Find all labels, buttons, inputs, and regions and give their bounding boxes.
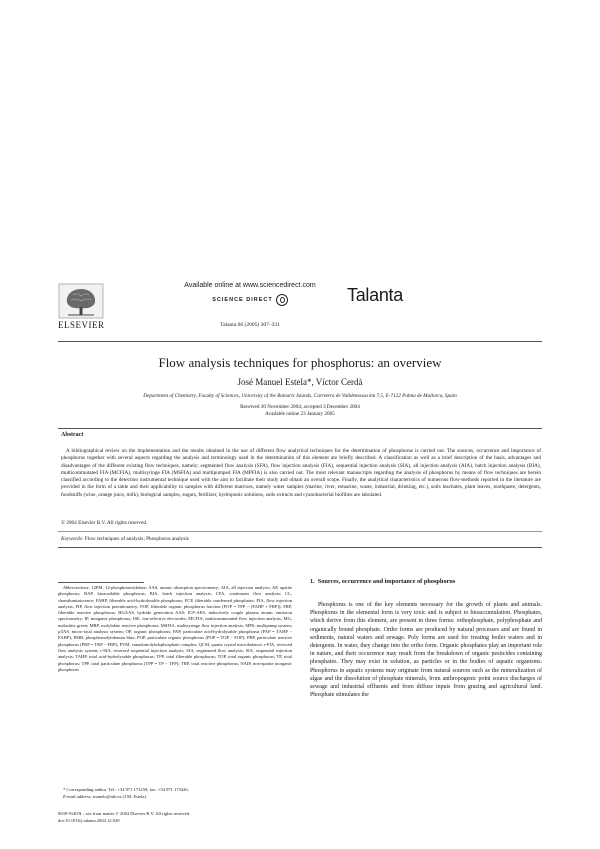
paper-title: Flow analysis techniques for phosphorus: an overview (158, 355, 442, 370)
email-footnote (58, 794, 292, 800)
sciencedirect-logo-text: SCIENCE DIRECT (212, 297, 273, 303)
abbreviations-footnote (58, 585, 292, 673)
abstract-text: A bibliographical review on the implementation and the results obtained in the use of different flow analytical techniques for the determination of phosphorus is carried out. The sources, occurrence and importance of phosphorus together with several aspects regarding the analysis and terminology used in the determination of this element are briefly described. A classification as well as a brief description of the basis, advantages and disadvantages of the different existing flow techniques, namely; segmented flow analysis (SFA), flow injection analysis (FIA), sequential injection analysis (SIA), all injection analysis (AIA), batch injection analysis (BIA), multicommutated FIA (MCFIA), multisyringe FIA (MSFIA) and multipumped FIA (MPFIA) is also carried out. The most relevant manuscripts regarding the analysis of phosphorus by means of flow techniques are herein classified according to the detection instrumental technique used with the aim to facilitate their study and obtain an overall scope. Finally, the analytical characteristics of numerous flow-methods reported in the literature are provided in the form of a table and their applicability to samples with different matrixes, namely water samples (marine, river, estuarine, waste, industrial, drinking, etc.), soils leachates, plant leaves, toothpaste, detergents, foodstuffs (wine, orange juice, milk), biological samples, sugars, fertilizer, hydroponic solutions, soils extracts and cyanobacterial biofilms are tabulated. (61, 448, 541, 498)
publisher-name: ELSEVIER (58, 320, 105, 330)
abbreviations-text: 12PM, 12-phosphomolybdate; AAS, atomic absorption spectrometry; AIA, all injection analysis; AP, apatite phosphorus; BAP, bioavailable phosphorus; BIA, batch injection analysis; CFA, continuous flow analysis; CL, chemiluminiscence; FAHP, filterable acid-hydrolysable phosphorus; FCP, filterable condensed phosphates; FIA, flow injection analysis; FIP, flow injection potentiometry; FOP, filterable organic phosphorus fraction (FOP = TFP − (FAHP + FRP)); FRP, filterable reactive phosphorus; HGAAS, hydride generation AAS; ICP-AES, inductively couple plasma atomic emission spectrometry; IP, inorganic phosphorus; ISE, ion-selective electrodes; MCFIA, multicommutated flow injection analysis; MG, malachite green; MRP, molybdate reactive phosphorus; MSFIA, multisyringe flow injection analysis; MPS, multipump system; µTAS, micro-total analysis system; OP, organic phosphorus; PAP, particulate acid-hydrolysable phosphorus (PAP = TAHP − FAHP); PMB, phosphomolybdenum blue; POP, particulate organic phosphorus (POP = TOP − FOP); PRP, particulate reactive phosphorus (PRP = TRP − FRP); PVM, vanadomolybdophosphate complex; QCM, quartz crystal microbalance; r-FIA, reversed flow analysis system; r-SIA, reversed sequential injection analysis; SIA, segmented flow analysis; SIA, sequential injection analysis; TAHP, total acid-hydrolysable phosphorus; TFP, total filterable phosphorus; TOP, total organic phosphorus; TP, total phosphorus; TPP, total particulate phosphorus (TPP = TP − TFP); TRP, total reactive phosphorus; NAIP, non-apatite inorganic phosphorus (58, 585, 292, 672)
doi[interactable]: doi:10.1016/j.talanta.2004.12.029 (58, 818, 120, 823)
abstract-bottom-divider (58, 547, 542, 548)
keywords (61, 536, 189, 542)
abstract-top-divider (58, 428, 542, 429)
section-heading (310, 578, 542, 587)
copyright-notice: © 2004 Elsevier B.V. All rights reserved. (61, 520, 148, 526)
sciencedirect-logo (150, 294, 350, 306)
keywords-label: Keywords: (61, 536, 84, 542)
available-online-date: Available online 23 January 2005 (265, 411, 335, 417)
section-body-text: Phosphorus is one of the key elements necessary for the growth of plants and animals. Phosphorus in the elemental form is very toxic and is subject to bioaccumulation. Phosphates, which derive from this element, are present in three forms: orthophosphate, polyphosphate and organically bound phosphate. Ortho forms are produced by natural processes and are found in sediments, natural waters and sewage. Poly forms are used for treating boiler waters and in detergents. In water, they change into the ortho form. Organic phosphates play an important role in nature, and their occurrence may result from the breakdown of organic pesticides containing phosphates. They may exist in solution, as particles or in the bodies of aquatic organisms. Phosphorus in aquatic systems may originate from natural sources such as the mineralization of algae and the dissolution of phosphate minerals, from anthropogenic point source discharges of sewage and industrial effluents and from diffuse inputs from grazing and agricultural land. Phosphate stimulates the (310, 602, 542, 699)
email-address[interactable]: manelo@uib.es (J.M. Estela). (93, 794, 148, 799)
section-number: 1. (310, 578, 315, 585)
journal-logo (347, 285, 411, 325)
corresponding-author: * Corresponding author. Tel.: +34 971 173259; fax: +34 971 173426. (63, 787, 189, 792)
keywords-list: Flow techniques of analysis; Phosphorus analysis (84, 536, 189, 542)
footnote-divider (58, 582, 144, 583)
authors: José Manuel Estela*, Víctor Cerdà (237, 377, 363, 387)
section-title: Sources, occurrence and importance of phosphorus (317, 578, 456, 585)
header-divider (58, 341, 542, 342)
journal-reference: Talanta 66 (2005) 307–331 (220, 322, 280, 328)
affiliation: Department of Chemistry, Faculty of Sciences, University of the Balearic Islands, Carretera de Valldemossa km 7.5, E-7122 Palma de Mallorca, Spain (143, 393, 457, 399)
journal-name: Talanta (347, 285, 403, 305)
front-matter-note: 0039-9140/$ – see front matter © 2004 Elsevier B.V. All rights reserved. (58, 811, 191, 816)
abbreviations-label: Abbreviations: (63, 585, 90, 590)
received-dates: Received 30 November 2004; accepted 3 December 2004 (240, 404, 360, 410)
header-center (150, 282, 350, 328)
elsevier-tree-icon (58, 283, 104, 319)
available-online-text: Available online at www.sciencedirect.com (184, 282, 316, 289)
elsevier-logo (58, 283, 104, 330)
abstract-mid-divider (58, 531, 542, 532)
sciencedirect-at-icon (276, 294, 288, 306)
email-label: E-mail address: (63, 794, 93, 799)
abstract-heading: Abstract (61, 432, 84, 438)
